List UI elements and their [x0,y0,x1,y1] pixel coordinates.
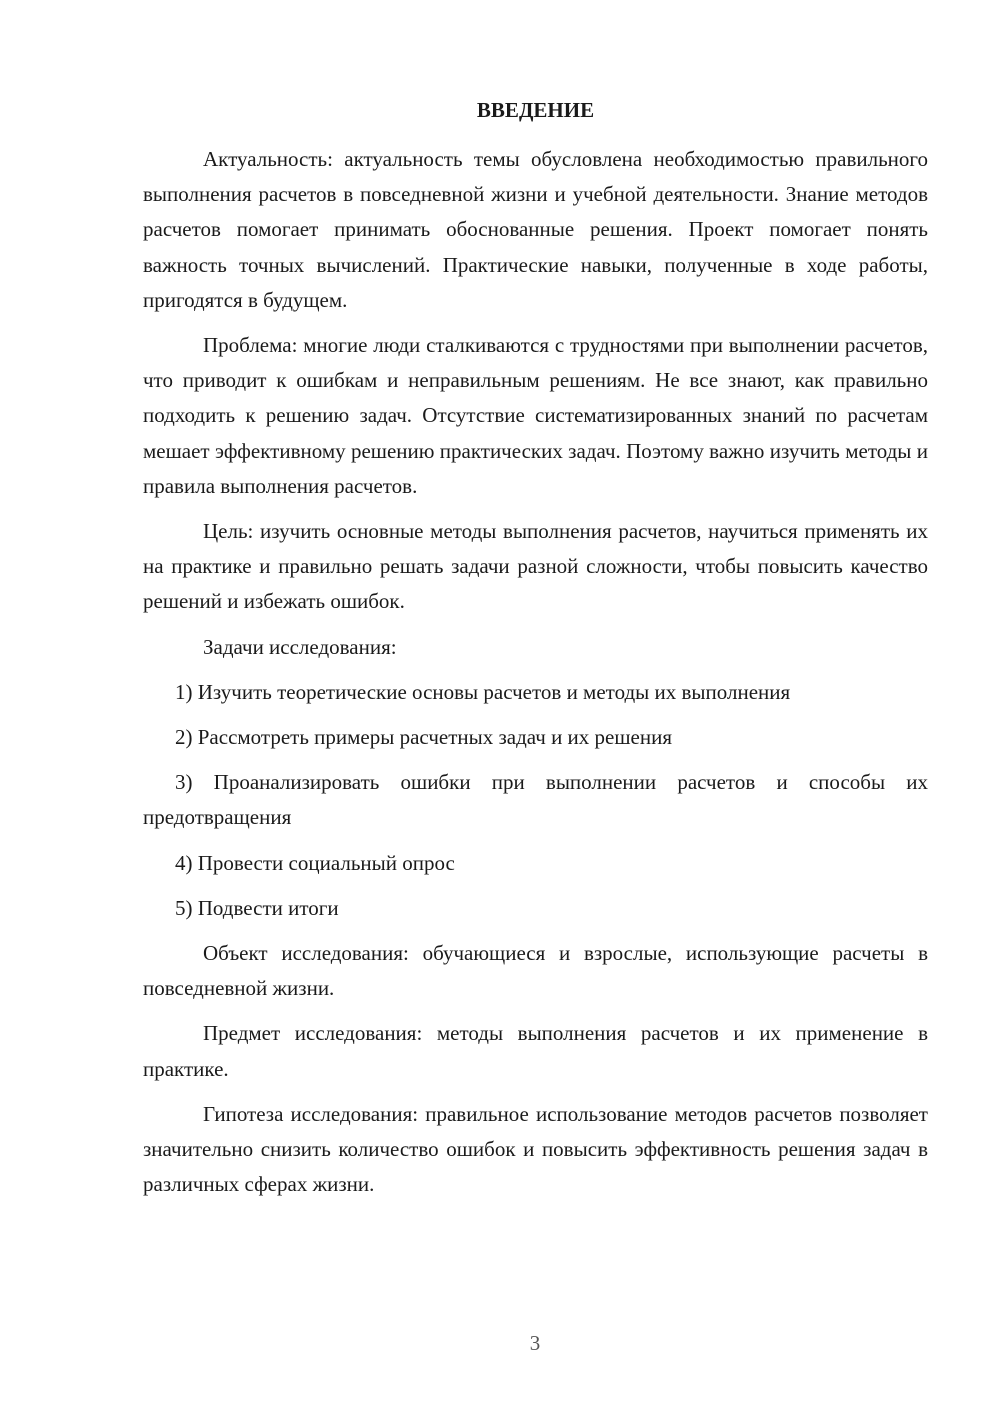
page-number: 3 [529,1331,541,1355]
paragraph-object: Объект исследования: обучающиеся и взрослые, использующие расчеты в повседневной жизни. [143,941,928,1001]
list-item: 3) Проанализировать ошибки при выполнении расчетов и способы их предотвращения [143,770,928,830]
list-item: 1) Изучить теоретические основы расчетов и методы их выполнения [175,679,791,704]
paragraph-problem: Проблема: многие люди сталкиваются с трудностями при выполнении расчетов, что приводит к ошибкам и неправильным решениям. Не все знают, как правильно подходить к решению задач. Отсутствие систематизированных знаний по расчетам мешает эффективному решению практических задач. Поэтому важно изучить методы и правила выполнения расчетов. [143,333,928,498]
paragraph-relevance: Актуальность: актуальность темы обусловлена необходимостью правильного выполнения расчетов в повседневной жизни и учебной деятельности. Знание методов расчетов помогает принимать обоснованные решения. Проект помогает понять важность точных вычислений. Практические навыки, полученные в ходе работы, пригодятся в будущем. [143,147,928,312]
tasks-heading: Задачи исследования: [203,634,397,659]
paragraph-subject: Предмет исследования: методы выполнения расчетов и их применение в практике. [143,1021,928,1081]
section-title: ВВЕДЕНИЕ [476,98,595,122]
list-item: 2) Рассмотреть примеры расчетных задач и их решения [175,725,672,750]
tasks-list [143,675,928,926]
paragraph-goal: Цель: изучить основные методы выполнения расчетов, научиться применять их на практике и правильно решать задачи разной сложности, чтобы повысить качество решений и избежать ошибок. [143,519,928,614]
list-item: 5) Подвести итоги [175,895,339,920]
document-page [143,93,928,1212]
paragraph-hypothesis: Гипотеза исследования: правильное использование методов расчетов позволяет значительно снизить количество ошибок и повысить эффективность решения задач в различных сферах жизни. [143,1101,928,1197]
list-item: 4) Провести социальный опрос [175,850,455,875]
